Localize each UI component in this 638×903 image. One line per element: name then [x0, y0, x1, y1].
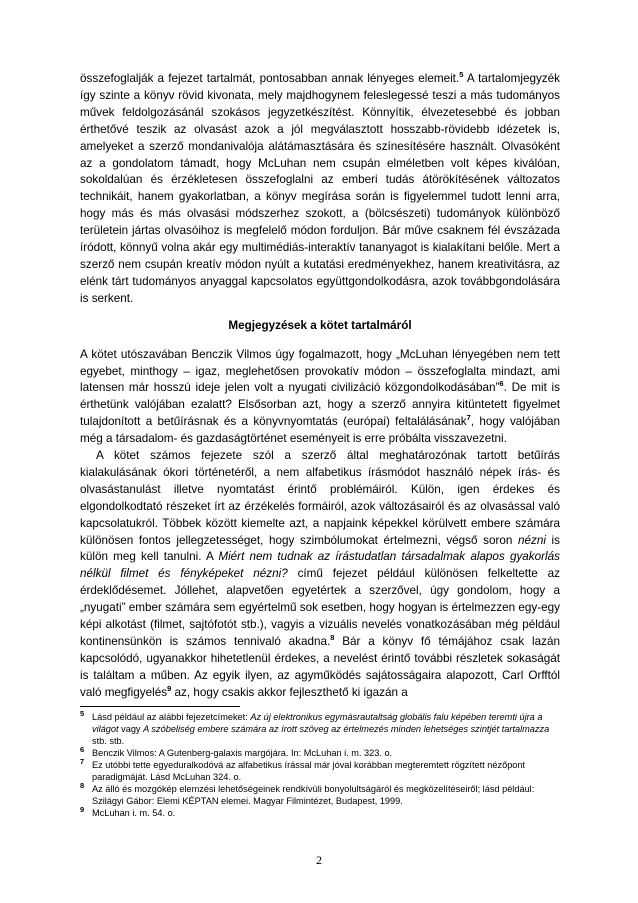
footnote-9	[80, 807, 560, 819]
footnote-8	[80, 783, 560, 807]
footnote-text: McLuhan i. m. 54. o.	[92, 808, 176, 818]
paragraph-text: az, hogy csakis akkor fejleszthető ki igazán a	[171, 685, 408, 699]
section-heading: Megjegyzések a kötet tartalmáról	[228, 318, 412, 332]
footnote-6	[80, 747, 560, 759]
paragraph-text: A kötet számos fejezete szól a szerző által meghatározónak tartott betűírás kialakulásának ókori történetéről, a nem alfabetikus írásmódot használó népek írás- és olvasástanulást illetve nyomtatást érintő problémáiról. Külön, igen érdekes és elgondolkodtató részeket írt az érzékelés formáiról, azok változásairól és az olvasással való kapcsolatukról. Többek között kiemelte azt, a napjaink képekkel körülvett embere számára különösen fontos jellegzetességet, hogy szimbólumokat értelmezni, végső soron	[80, 449, 560, 547]
footnote-5	[80, 711, 560, 747]
paragraph-text: Bár a könyv fő témájához csak lazán kapcsolódó, ugyanakkor hihetetlenül érdekes, a nevelést érintő további részletek sokaságát is találtam a műben. Az egyik ilyen, az agyműködés sajátosságaira alapozott, Carl Orfftól való megfigyelés	[80, 635, 560, 699]
paragraph-text: , hogy valójában még a társadalom- és gazdaságtörténet eseményeit is erre próbálta visszavezetni.	[80, 415, 560, 446]
paragraph-3	[80, 448, 560, 702]
italic-term: nézni	[517, 533, 546, 547]
paragraph-text: . De mit is érthetünk valójában ezalatt? Elsősorban azt, hogy a szerző annyira kitüntetett figyelmet tulajdonított a betűírásnak és a könyvnyomtatás (európai) feltalálásának	[80, 381, 560, 429]
footnote-ref-9: 9	[167, 683, 172, 693]
paragraph-text: összefoglalják a fejezet tartalmát, pontosabban annak lényeges elemeit.	[80, 72, 460, 85]
footnote-ref-7: 7	[466, 413, 471, 423]
paragraph-text: A tartalomjegyzék így szinte a könyv rövid kivonata, mely majdhogynem feleslegessé teszi a más tudományos művek feldolgozásánál szokásos jegyzetkészítést. Könnyítik, élvezetesebbé és jobban érthetővé teszik az olvasást azok a jól megválasztott hosszabb-rövidebb idézetek is, amelyeket a szerző mondanivalója alátámasztására és színesítésére használt. Olvasóként az a gondolatom támadt, hogy McLuhan nem csupán elméletben volt képes kiválóan, sokoldalúan és érzékletesen összefoglalni az emberi tudás átörökítésének változatos technikáit, hanem gyakorlatban, a könyv megírása során is figyelemmel tudott lenni arra, hogy más és más olvasási módszerhez szokott, a (bölcsészeti) tudományok különböző területein jártas olvasóihoz is megfelelő módon forduljon. Bár műve csaknem fél évszázada íródott, könnyű volna akár egy multimédiás-interaktív tananyagot is kialakítani belőle. Mert a szerző nem csupán kreatív módon nyúlt a kutatási eredményekhez, hanem kreativitásra, az elénk tárt tudományos anyaggal kapcsolatos együttgondolkodásra, azok továbbgondolására is serkent.	[80, 72, 560, 305]
italic-chapter-title: Miért nem tudnak az írástudatlan társadalmak alapos gyakorlás nélkül filmet és fényképeket nézni?	[80, 550, 560, 581]
footnote-separator	[80, 706, 240, 707]
footnote-number: 8	[80, 781, 85, 790]
footnote-text: Ez utóbbi tette egyeduralkodóvá az alfabetikus írással már jóval korábban megteremtett rögzített nézőpont paradigmáját. Lásd McLuhan 324. o.	[92, 760, 526, 782]
paragraph-text: A kötet utószavában Benczik Vilmos úgy fogalmazott, hogy „McLuhan lényegében nem tett egyebet, minthogy – igaz, meglehetősen provokatív módon – összefoglalta mindazt, ami latensen már hosszú ideje jelen volt a nyugati civilizáció közgondolkodásában”	[80, 347, 560, 395]
footnote-ref-5: 5	[459, 70, 464, 80]
footnote-italic: A szóbeliség embere számára az írott szöveg az értelmezés minden lehetséges szintjét tartalmazza	[143, 724, 550, 734]
footnote-text: Benczik Vilmos: A Gutenberg-galaxis margójára. In: McLuhan i. m. 323. o.	[92, 748, 393, 758]
footnote-number: 6	[80, 745, 85, 754]
paragraph-1	[80, 71, 560, 308]
footnote-text: vagy	[118, 724, 144, 734]
footnote-italic: Az új elektronikus egymásrautaltság globális falu képében teremti újra a világot	[92, 712, 543, 734]
footnote-7	[80, 759, 560, 783]
footnote-ref-8: 8	[330, 633, 335, 643]
footnote-number: 7	[80, 757, 85, 766]
paragraph-2	[80, 347, 560, 448]
paragraph-text: is külön meg kell tanulni. A	[80, 533, 560, 564]
footnotes	[80, 711, 560, 819]
footnote-number: 5	[80, 709, 85, 718]
footnote-text: Az álló és mozgókép elemzési lehetőségeinek rendkívüli bonyolultságáról és megközelítéseiről; lásd például: Szilágyi Gábor: Elemi KÉPTAN elemei. Magyar Filmintézet, Budapest, 1999.	[92, 784, 535, 806]
page-number: 2	[316, 853, 322, 867]
footnote-text: Lásd például az alábbi fejezetcímeket:	[92, 712, 251, 722]
footnote-number: 9	[80, 805, 85, 814]
body-text	[80, 71, 560, 702]
footnote-text: stb. stb.	[92, 736, 125, 746]
footnote-ref-6: 6	[499, 379, 504, 389]
paragraph-text: című fejezet például különösen felkeltette az érdeklődésemet. Jóllehet, alapvetően egyetértek a szerzővel, úgy gondolom, hogy a „nyugati” ember számára sem egyértelmű sok esetben, hogy hogyan is értelmezzen egy-egy képi alkotást (filmet, sajtófotót stb.), vagyis a vizuális nevelés vonatkozásában még például kontinensünkön is számos tennivaló akadna.	[80, 567, 560, 648]
